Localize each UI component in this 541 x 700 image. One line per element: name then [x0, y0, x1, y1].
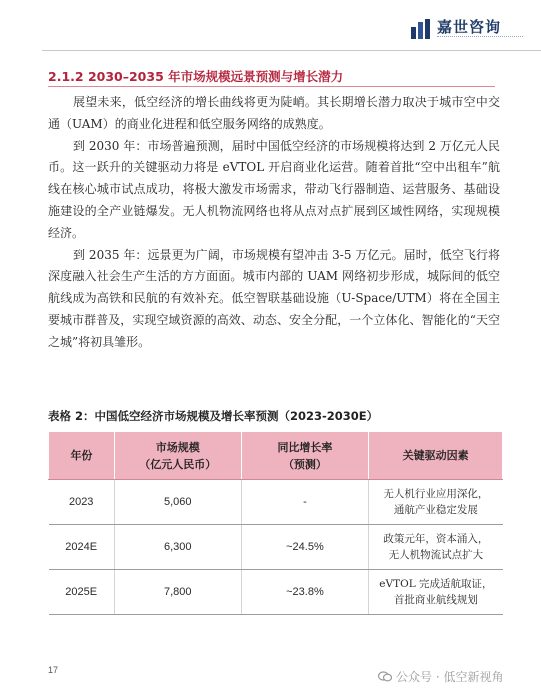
cell-market-size: 6,300 — [114, 525, 241, 570]
header-drivers: 关键驱动因素 — [369, 432, 503, 480]
table-row — [49, 480, 503, 525]
section-divider — [48, 86, 495, 87]
section-title: 2.1.2 2030–2035 年市场规模远景预测与增长潜力 — [48, 69, 344, 84]
header-divider — [42, 50, 541, 51]
header-growth-rate: 同比增长率 （预测） — [241, 432, 369, 480]
watermark — [378, 668, 503, 685]
cell-growth-rate: - — [241, 480, 369, 525]
cell-growth-rate: ~24.5% — [241, 525, 369, 570]
brand-tagline-decoration — [437, 36, 523, 40]
cell-growth-rate: ~23.8% — [241, 570, 369, 615]
paragraph-2035: 到 2035 年：远景更为广阔，市场规模有望冲击 3-5 万亿元。届时，低空飞行将深度融入社会生产生活的方方面面。城市内部的 UAM 网络初步形成，城际间的低空航线成为高铁和民航的有效补充。低空智联基础设施（U-Space/UTM）将在全国主要城市群普及，实现空域资源的高效、动态、安全分配，一个立体化、智能化的“天空之城”将初具雏形。 — [48, 247, 500, 349]
watermark-text: 公众号 · 低空新视角 — [396, 670, 504, 684]
brand-name: 嘉世咨询 — [437, 18, 502, 36]
cell-year: 2023 — [49, 480, 115, 525]
cell-year: 2024E — [49, 525, 115, 570]
cell-drivers: eVTOL 完成适航取证， 首批商业航线规划 — [369, 570, 503, 615]
cell-market-size: 5,060 — [114, 480, 241, 525]
cell-year: 2025E — [49, 570, 115, 615]
paragraph-2030: 到 2030 年：市场普遍预测，届时中国低空经济的市场规模将达到 2 万亿元人民币。这一跃升的关键驱动力将是 eVTOL 开启商业化运营。随着首批“空中出租车”航线在核心城市试点成功，将极大激发市场需求，带动飞行器制造、运营服务、基础设施建设的全产业链爆发。无人机物流网络也将从点对点扩展到区域性网络，实现规模经济。 — [48, 138, 500, 240]
table-row — [49, 570, 503, 615]
wechat-icon — [378, 671, 392, 682]
page-number: 17 — [48, 665, 59, 675]
table-header-row — [49, 432, 503, 480]
header-year: 年份 — [49, 432, 115, 480]
market-forecast-table — [48, 431, 503, 615]
cell-drivers: 无人机行业应用深化， 通航产业稳定发展 — [369, 480, 503, 525]
page-header — [0, 0, 541, 56]
brand-logo-icon — [410, 18, 432, 40]
paragraph-intro: 展望未来，低空经济的增长曲线将更为陡峭。其长期增长潜力取决于城市空中交通（UAM）的商业化进程和低空服务网络的成熟度。 — [48, 95, 500, 131]
brand-logo — [410, 16, 526, 46]
table-row — [49, 525, 503, 570]
header-market-size: 市场规模 （亿元人民币） — [114, 432, 241, 480]
table-caption: 表格 2：中国低空经济市场规模及增长率预测（2023-2030E） — [48, 409, 379, 423]
body-text — [48, 92, 500, 354]
cell-market-size: 7,800 — [114, 570, 241, 615]
cell-drivers: 政策元年，资本涌入， 无人机物流试点扩大 — [369, 525, 503, 570]
